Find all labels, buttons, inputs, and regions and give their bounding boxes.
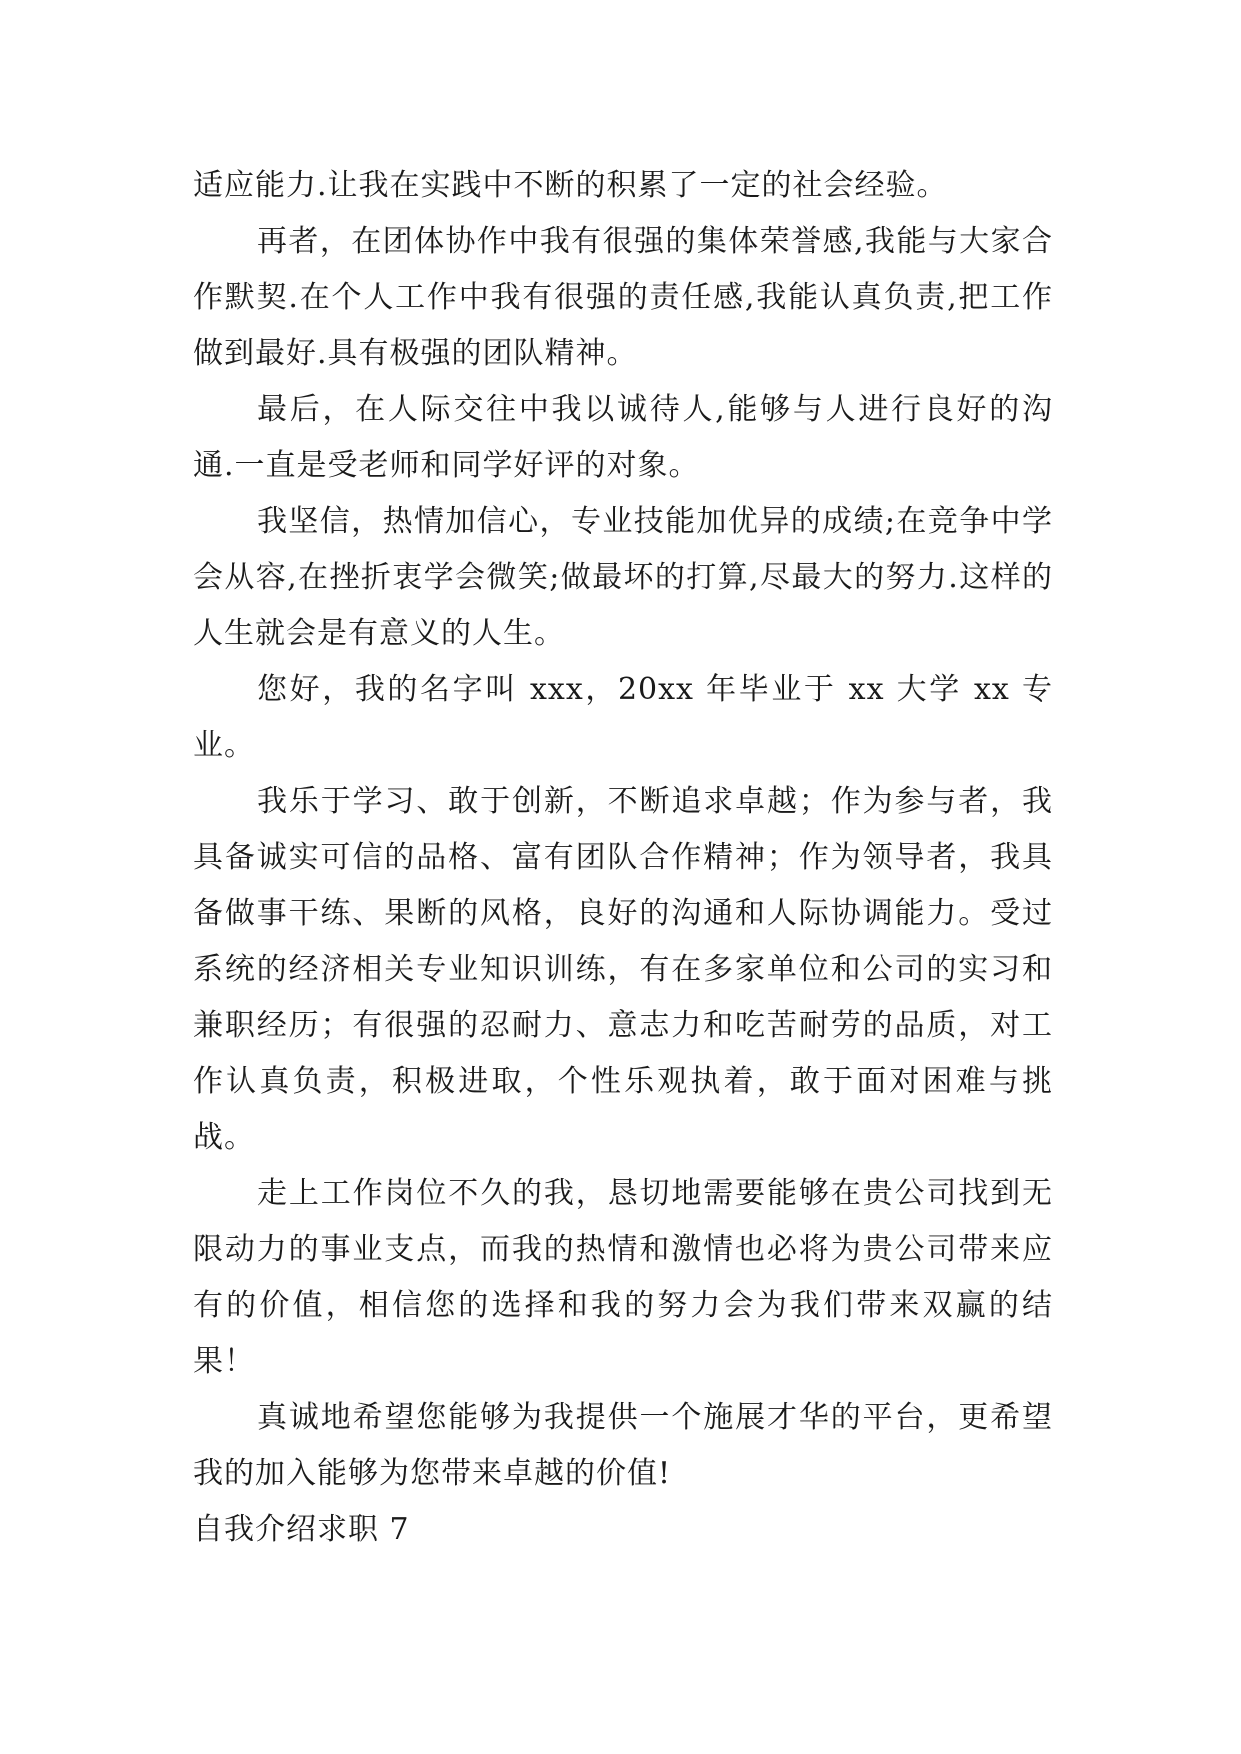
paragraph-2: 再者，在团体协作中我有很强的集体荣誉感,我能与大家合作默契.在个人工作中我有很强的责任感,我能认真负责,把工作做到最好.具有极强的团队精神。: [193, 224, 1053, 371]
paragraph-4: 我坚信，热情加信心，专业技能加优异的成绩;在竞争中学会从容,在挫折衷学会微笑;做最坏的打算,尽最大的努力.这样的人生就会是有意义的人生。: [193, 504, 1053, 651]
paragraph-1: 适应能力.让我在实践中不断的积累了一定的社会经验。: [193, 168, 948, 203]
paragraph-6: 我乐于学习、敢于创新，不断追求卓越；作为参与者，我具备诚实可信的品格、富有团队合作精神；作为领导者，我具备做事干练、果断的风格，良好的沟通和人际协调能力。受过系统的经济相关专业知识训练，有在多家单位和公司的实习和兼职经历；有很强的忍耐力、意志力和吃苦耐劳的品质，对工作认真负责，积极进取，个性乐观执着，敢于面对困难与挑战。: [193, 784, 1053, 1155]
paragraph-3: 最后，在人际交往中我以诚待人,能够与人进行良好的沟通.一直是受老师和同学好评的对象。: [193, 392, 1053, 483]
paragraph-5: 您好，我的名字叫 xxx，20xx 年毕业于 xx 大学 xx 专业。: [193, 672, 1053, 763]
document-body: [193, 158, 1053, 1558]
paragraph-7: 走上工作岗位不久的我，恳切地需要能够在贵公司找到无限动力的事业支点，而我的热情和激情也必将为贵公司带来应有的价值，相信您的选择和我的努力会为我们带来双赢的结果！: [193, 1176, 1053, 1379]
section-heading: 自我介绍求职 7: [193, 1512, 410, 1547]
paragraph-8: 真诚地希望您能够为我提供一个施展才华的平台，更希望我的加入能够为您带来卓越的价值!: [193, 1400, 1053, 1491]
